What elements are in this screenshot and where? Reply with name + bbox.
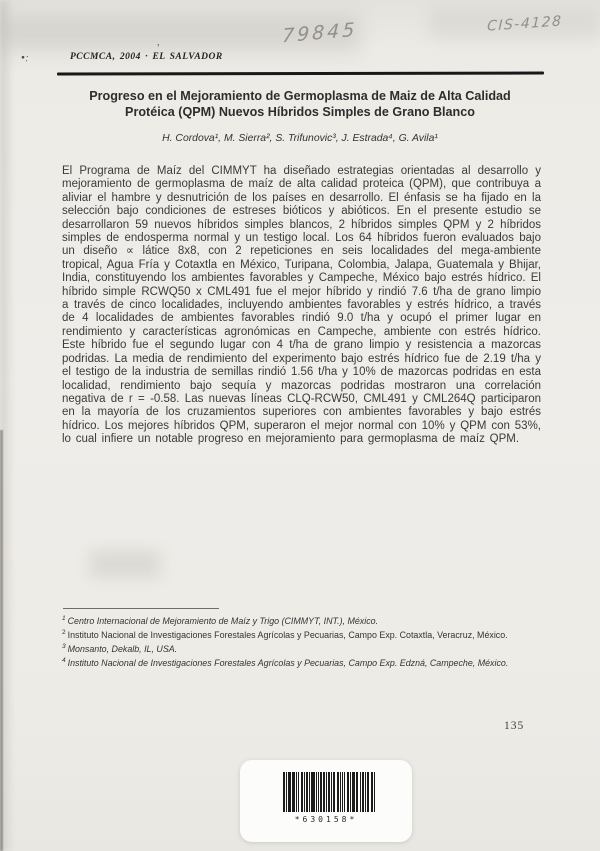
footnote-1-marker: 1 xyxy=(62,615,66,622)
footnote-2-text: Instituto Nacional de Investigaciones Forestales Agrícolas y Pecuarias, Campo Exp. Cotaxtla, Veracruz, México. xyxy=(67,629,508,640)
stray-apostrophe-mark: ʼ xyxy=(157,43,160,55)
footnote-3-text: Monsanto, Dekalb, IL, USA. xyxy=(67,643,178,654)
handwritten-number: 79845 xyxy=(281,18,358,48)
footnote-separator xyxy=(63,608,219,609)
abstract-text: El Programa de Maíz del CIMMYT ha diseñado estrategias orientadas al desarrollo y mejoramiento de germoplasma de maíz de alta calidad proteica (QPM), que contribuya a aliviar el hambre y desnutrición de los países en desarrollo. El énfasis se ha fijado en la selección bajo condiciones de estreses bióticos y abióticos. En el presente estudio se desarrollaron 59 nuevos híbridos simples blancos, 2 híbridos simples QPM y 2 híbridos simples de endosperma normal y un testigo local. Los 64 híbridos fueron evaluados bajo un diseño ∝ látice 8x8, con 2 repeticiones en seis localidades del mega-ambiente tropical, Agua Fría y Cotaxtla en México, Turipana, Colombia, Jalapa, Guatemala y Bhijar, India, constituyendo los ambientes favorables y Campeche, México bajo estrés hídrico. El híbrido simple RCWQ50 x CML491 fue el mejor híbrido y rindió 7.6 t/ha de grano limpio a través de cinco localidades, incluyendo ambientes favorables y estrés hídrico, a través de 4 localidades de ambientes favorables rindió 9.0 t/ha y ocupó el primer lugar en rendimiento y características agronómicas en Campeche, ambiente con estrés hídrico. Este híbrido fue el segundo lugar con 4 t/ha de grano limpio y resistencia a mazorcas podridas. La media de rendimiento del experimento bajo estrés hídrico fue de 2.19 t/ha y el testigo de la industria de semillas rindió 1.56 t/ha y 10% de mazorcas podridas en esta localidad, rendimiento bajo sequía y mazorcas podridas mostraron una correlación negativa de r = -0.58. Las nuevas líneas CLQ-RCW50, CML491 y CML264Q participaron en la mayoría de los cruzamientos superiores con ambientes favorables y bajo estrés hídrico. Los mejores híbridos QPM, superaron el mejor normal con 10% y QPM con 53%, lo cual infiere un notable progreso en mejoramiento para germoplasma de maíz QPM. xyxy=(62,165,541,446)
paper-title: Progreso en el Mejoramiento de Germoplasma de Maiz de Alta Calidad Protéica (QPM) Nuevos Híbridos Simples de Grano Blanco xyxy=(89,89,511,119)
footnote-2-marker: 2 xyxy=(62,628,66,636)
barcode-sticker xyxy=(240,760,412,842)
footnote-4-text: Instituto Nacional de Investigaciones Forestales Agrícolas y Pecuarias, Campo Exp. Edzná, Campeche, México. xyxy=(67,657,509,668)
footnote-4-marker: 4 xyxy=(62,656,66,664)
footnote-3 xyxy=(62,641,550,655)
barcode-icon xyxy=(283,772,375,812)
stray-mark: •: xyxy=(19,52,31,65)
footnotes-block xyxy=(62,613,550,669)
page-number: 135 xyxy=(504,720,525,732)
authors-line: H. Cordova¹, M. Sierra², S. Trifunovic³, J. Estrada⁴, G. Avila¹ xyxy=(162,133,438,144)
scan-smudge-middle xyxy=(90,550,160,578)
footnote-1 xyxy=(62,613,550,627)
footnote-3-marker: 3 xyxy=(62,642,66,650)
running-header: PCCMCA, 2004 · EL SALVADOR xyxy=(70,52,223,62)
scan-left-edge-line xyxy=(0,430,3,851)
header-rule xyxy=(57,71,544,75)
handwritten-code: CIS-4128 xyxy=(486,13,563,35)
footnote-1-text: Centro Internacional de Mejoramiento de Maíz y Trigo (CIMMYT, INT.), México. xyxy=(67,615,379,626)
footnote-4 xyxy=(62,655,550,669)
footnote-2 xyxy=(62,627,550,641)
barcode-label: *630158* xyxy=(294,815,358,824)
